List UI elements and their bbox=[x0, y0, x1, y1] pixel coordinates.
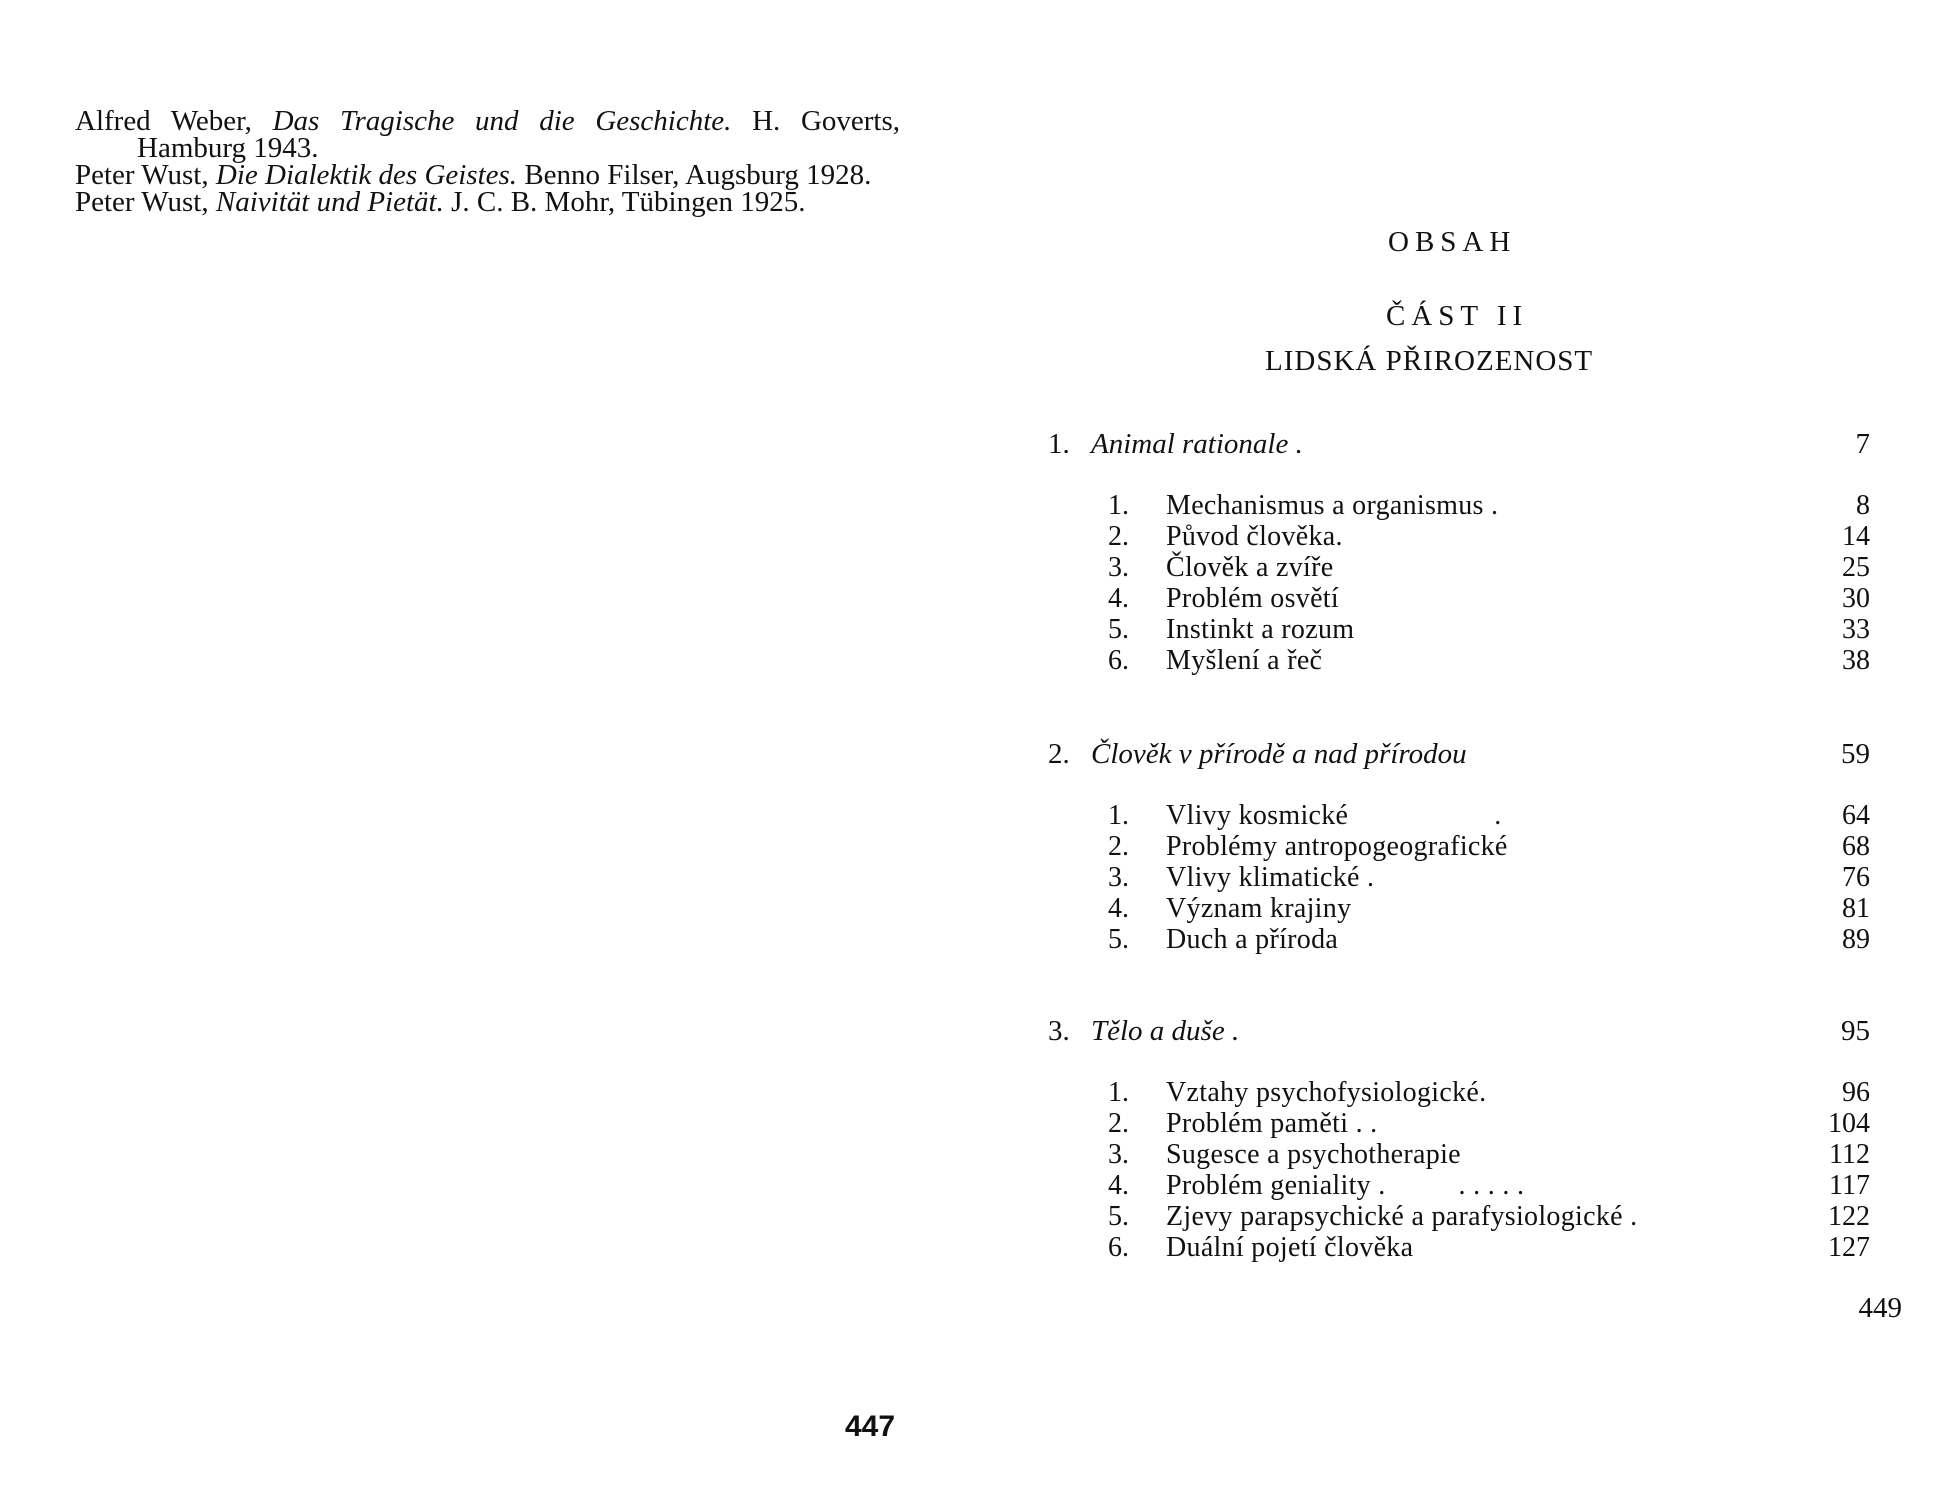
item-page: 112 bbox=[1829, 1139, 1870, 1170]
item-title: Duální pojetí člověka bbox=[1166, 1232, 1414, 1263]
section-title: Člověk v přírodě a nad přírodou bbox=[1091, 738, 1467, 770]
item-number: 5. bbox=[1108, 924, 1129, 955]
item-page: 64 bbox=[1842, 800, 1870, 831]
item-number: 5. bbox=[1108, 1201, 1129, 1232]
toc-item bbox=[1048, 862, 1870, 893]
toc-item bbox=[1048, 800, 1870, 831]
item-page: 127 bbox=[1828, 1232, 1870, 1263]
section-heading bbox=[1048, 428, 1870, 462]
item-number: 1. bbox=[1108, 800, 1129, 831]
toc-item bbox=[1048, 521, 1870, 552]
item-number: 5. bbox=[1108, 614, 1129, 645]
item-number: 1. bbox=[1108, 1077, 1129, 1108]
item-number: 6. bbox=[1108, 645, 1129, 676]
toc-item bbox=[1048, 552, 1870, 583]
toc-item bbox=[1048, 1108, 1870, 1139]
item-number: 3. bbox=[1108, 1139, 1129, 1170]
section-title: Animal rationale . bbox=[1091, 428, 1303, 460]
toc-item bbox=[1048, 831, 1870, 862]
item-title: Problém osvětí bbox=[1166, 583, 1339, 614]
page-number-left: 447 bbox=[845, 1410, 896, 1443]
item-number: 4. bbox=[1108, 893, 1129, 924]
bibliography bbox=[75, 105, 901, 218]
item-page: 38 bbox=[1842, 645, 1870, 676]
item-number: 2. bbox=[1108, 1108, 1129, 1139]
toc-item bbox=[1048, 1170, 1870, 1201]
toc-item bbox=[1048, 893, 1870, 924]
page-number-right: 449 bbox=[1858, 1292, 1902, 1324]
item-title: Vztahy psychofysiologické. bbox=[1166, 1077, 1487, 1108]
section-heading bbox=[1048, 738, 1870, 772]
entry-author: Alfred Weber, bbox=[75, 105, 273, 137]
item-page: 8 bbox=[1856, 490, 1870, 521]
part-label: ČÁST II bbox=[1386, 300, 1529, 332]
toc-item bbox=[1048, 924, 1870, 955]
toc-item bbox=[1048, 1201, 1870, 1232]
item-title: Člověk a zvíře bbox=[1166, 552, 1334, 583]
item-page: 81 bbox=[1842, 893, 1870, 924]
entry-title: Das Tragische und die Geschichte. bbox=[272, 105, 732, 137]
bibliography-entry bbox=[75, 105, 901, 164]
item-page: 25 bbox=[1842, 552, 1870, 583]
toc-item bbox=[1048, 614, 1870, 645]
item-title: Problém paměti . . bbox=[1166, 1108, 1378, 1139]
section-number: 1. bbox=[1048, 428, 1070, 460]
toc-item bbox=[1048, 1139, 1870, 1170]
section-number: 2. bbox=[1048, 738, 1070, 770]
item-title: Myšlení a řeč bbox=[1166, 645, 1323, 676]
entry-publisher: J. C. B. Mohr, Tübingen 1925. bbox=[443, 186, 806, 218]
toc-item bbox=[1048, 490, 1870, 521]
item-page: 117 bbox=[1829, 1170, 1870, 1201]
item-title: Problém geniality . . . . . . bbox=[1166, 1170, 1525, 1201]
section-number: 3. bbox=[1048, 1015, 1070, 1047]
item-title: Problémy antropogeografické bbox=[1166, 831, 1508, 862]
toc-item bbox=[1048, 583, 1870, 614]
bibliography-entry bbox=[75, 186, 900, 218]
entry-publisher: H. Goverts, Hamburg 1943. bbox=[137, 105, 901, 164]
section-title: Tělo a duše . bbox=[1091, 1015, 1240, 1047]
toc-item bbox=[1048, 1077, 1870, 1108]
item-page: 68 bbox=[1842, 831, 1870, 862]
entry-title: Die Dialektik des Geistes. bbox=[215, 159, 518, 191]
item-page: 96 bbox=[1842, 1077, 1870, 1108]
entry-publisher: Benno Filser, Augsburg 1928. bbox=[517, 159, 872, 191]
item-page: 30 bbox=[1842, 583, 1870, 614]
toc-section bbox=[1048, 428, 1870, 676]
part-subtitle: LIDSKÁ PŘIROZENOST bbox=[1265, 345, 1594, 377]
item-title: Původ člověka. bbox=[1166, 521, 1343, 552]
item-page: 89 bbox=[1842, 924, 1870, 955]
entry-author: Peter Wust, bbox=[75, 186, 216, 218]
toc-title: OBSAH bbox=[1388, 226, 1517, 258]
item-title: Význam krajiny bbox=[1166, 893, 1352, 924]
section-page: 7 bbox=[1855, 428, 1870, 460]
item-number: 1. bbox=[1108, 490, 1129, 521]
subsection-list bbox=[1048, 490, 1870, 676]
item-page: 104 bbox=[1828, 1108, 1870, 1139]
section-heading bbox=[1048, 1015, 1870, 1049]
bibliography-entry bbox=[75, 159, 900, 191]
section-page: 95 bbox=[1841, 1015, 1870, 1047]
toc-item bbox=[1048, 1232, 1870, 1263]
item-page: 122 bbox=[1828, 1201, 1870, 1232]
item-page: 33 bbox=[1842, 614, 1870, 645]
item-title: Duch a příroda bbox=[1166, 924, 1339, 955]
item-title: Vlivy kosmické . bbox=[1166, 800, 1502, 831]
toc-section bbox=[1048, 1015, 1870, 1263]
item-number: 2. bbox=[1108, 521, 1129, 552]
right-page bbox=[968, 0, 1936, 1500]
item-title: Mechanismus a organismus . bbox=[1166, 490, 1499, 521]
entry-title: Naivität und Pietät. bbox=[215, 186, 444, 218]
entry-author: Peter Wust, bbox=[75, 159, 216, 191]
item-title: Vlivy klimatické . bbox=[1166, 862, 1375, 893]
item-page: 14 bbox=[1842, 521, 1870, 552]
item-number: 4. bbox=[1108, 583, 1129, 614]
section-page: 59 bbox=[1841, 738, 1870, 770]
item-page: 76 bbox=[1842, 862, 1870, 893]
item-title: Zjevy parapsychické a parafysiologické . bbox=[1166, 1201, 1638, 1232]
item-number: 6. bbox=[1108, 1232, 1129, 1263]
item-number: 2. bbox=[1108, 831, 1129, 862]
item-number: 3. bbox=[1108, 862, 1129, 893]
toc-item bbox=[1048, 645, 1870, 676]
subsection-list bbox=[1048, 800, 1870, 955]
item-title: Sugesce a psychotherapie bbox=[1166, 1139, 1461, 1170]
toc-section bbox=[1048, 738, 1870, 955]
item-number: 4. bbox=[1108, 1170, 1129, 1201]
item-number: 3. bbox=[1108, 552, 1129, 583]
subsection-list bbox=[1048, 1077, 1870, 1263]
item-title: Instinkt a rozum bbox=[1166, 614, 1355, 645]
